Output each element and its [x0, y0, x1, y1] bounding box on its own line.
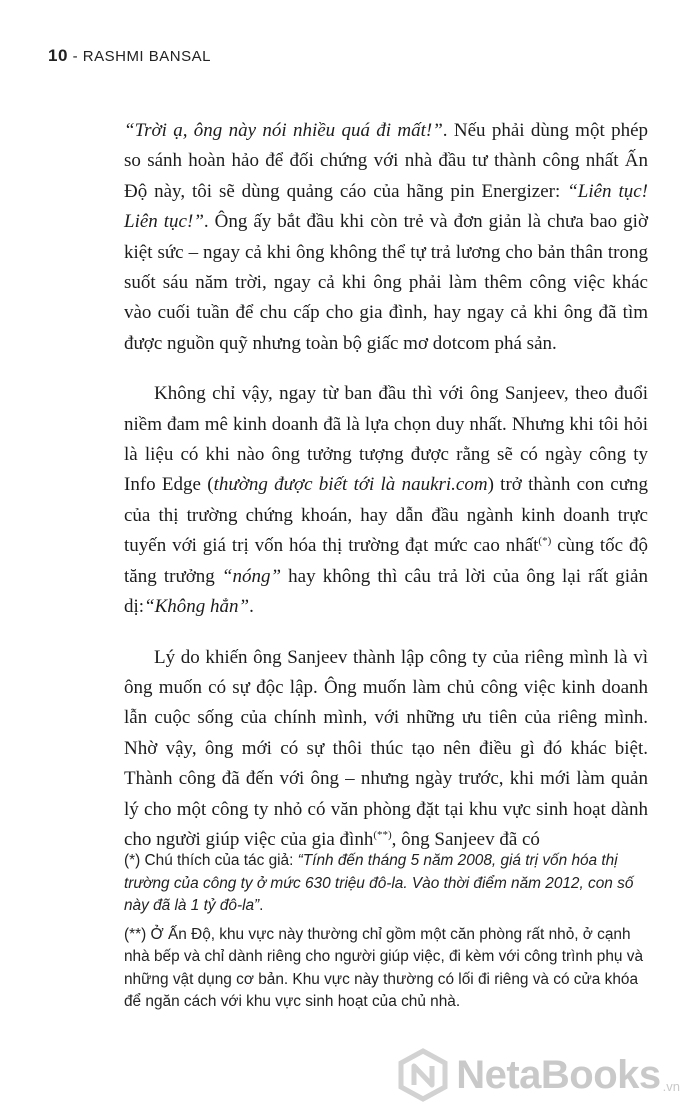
- paragraph-1: [124, 116, 648, 359]
- not-really-quote: “Không hẳn”: [144, 596, 250, 618]
- running-header: [48, 46, 211, 66]
- footnote-1-end: .: [259, 897, 264, 914]
- paragraph-2-text-cont3: hay không thì câu trả lời của ông lại rất giản dị:: [124, 565, 648, 618]
- hot-quote: “nóng”: [221, 565, 282, 587]
- paragraph-3: [124, 643, 648, 856]
- footnote-1: [124, 850, 654, 918]
- watermark: [396, 1048, 680, 1102]
- paragraph-1-text-cont: . Ông ấy bắt đầu khi còn trẻ và đơn giản là chưa bao giờ kiệt sức – ngay cả khi ông không thể tự trả lương cho bản thân trong suốt sáu năm trời, ngay cả khi ông phải làm thêm công việc khác vào cuối tuần để chu cấp cho gia đình, hay ngay cả khi ông đã tìm được nguồn quỹ nhưng toàn bộ giấc mơ dotcom phá sản.: [124, 211, 648, 354]
- paragraph-2-text-cont: ) trở thành con cưng của thị trường chứng khoán, hay dẫn đầu ngành kinh doanh trực tuyến với giá trị vốn hóa thị trường đạt mức cao nhất: [124, 474, 649, 557]
- paragraph-2-end: .: [249, 596, 254, 618]
- paragraph-2-text: Không chỉ vậy, ngay từ ban đầu thì với ông Sanjeev, theo đuổi niềm đam mê kinh doanh đã là lựa chọn duy nhất. Nhưng khi tôi hỏi là liệu có khi nào ông tưởng tượng được rằng sẽ có ngày công ty Info Edge (: [124, 383, 648, 496]
- paragraph-3-end: , ông Sanjeev đã có: [391, 828, 540, 850]
- footnote-2: (**) Ở Ấn Độ, khu vực này thường chỉ gồm một căn phòng rất nhỏ, ở cạnh nhà bếp và chỉ dành riêng cho người giúp việc, đi kèm với công trình phụ và những vật dụng cơ bản. Khu vực này thường có lối đi riêng và có cửa khóa để ngăn cách với khu vực sinh hoạt của chủ nhà.: [124, 925, 644, 1010]
- paragraph-3-text: Lý do khiến ông Sanjeev thành lập công ty của riêng mình là vì ông muốn có sự độc lập. Ông muốn làm chủ công việc kinh doanh lẫn cuộc sống của chính mình, với những ưu tiên của riêng mình. Nhờ vậy, ông mới có sự thôi thúc tạo nên điều gì đó khác biệt. Thành công đã đến với ông – nhưng ngày trước, khi mới làm quản lý cho một công ty nhỏ có văn phòng đặt tại khu vực sinh hoạt dành cho người giúp việc của gia đình: [124, 646, 648, 850]
- body-text: [124, 116, 648, 875]
- energizer-slogan: “Liên tục! Liên tục!”: [124, 180, 648, 233]
- footnote-marker-1: (*): [538, 535, 552, 548]
- netabooks-logo-icon: [396, 1048, 450, 1102]
- opening-quote: “Trời ạ, ông này nói nhiều quá đi mất!”: [124, 120, 443, 141]
- header-author: RASHMI BANSAL: [82, 48, 211, 65]
- footnote-1-quote: “Tính đến tháng 5 năm 2008, giá trị vốn hóa thị trường của công ty ở mức 630 triệu đô-la. Vào thời điểm năm 2012, con số này đã là 1 tỷ đô-la”: [124, 852, 634, 914]
- naukri-note: thường được biết tới là naukri.com: [213, 474, 488, 496]
- footnote-1-lead: (*) Chú thích của tác giả:: [124, 852, 298, 869]
- page-number: 10: [48, 46, 68, 65]
- watermark-brand: NetaBooks: [456, 1052, 661, 1097]
- paragraph-1-text: . Nếu phải dùng một phép so sánh hoàn hảo để đối chứng với nhà đầu tư thành công nhất Ấn Độ này, tôi sẽ dùng quảng cáo của hãng pin Energizer:: [124, 120, 648, 202]
- paragraph-2: [124, 379, 648, 622]
- paragraph-2-text-cont2: cùng tốc độ tăng trưởng: [124, 535, 648, 587]
- header-separator: -: [67, 48, 83, 65]
- watermark-suffix: .vn: [662, 1079, 680, 1094]
- footnotes: [124, 850, 654, 1020]
- footnote-marker-2: (**): [373, 828, 392, 841]
